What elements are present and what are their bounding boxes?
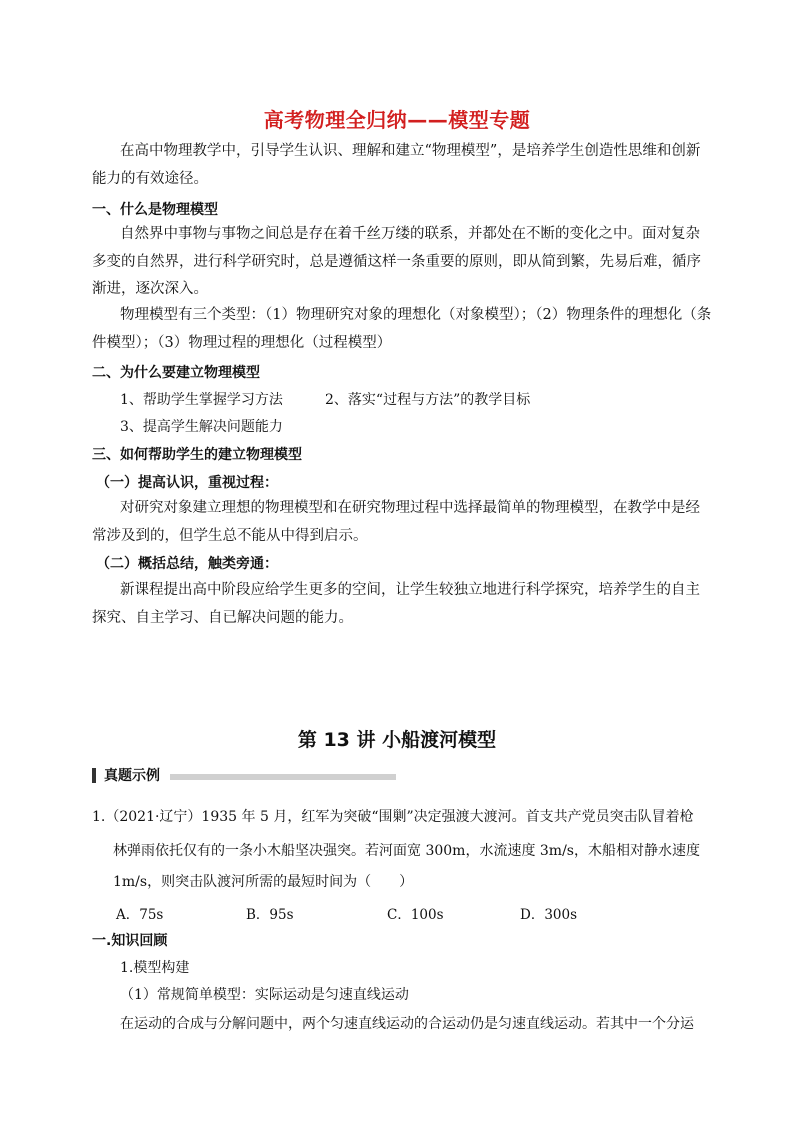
review-heading: 一.知识回顾 [92, 933, 168, 949]
banner-marker [92, 768, 96, 783]
section-1-heading: 一、什么是物理模型 [92, 202, 218, 218]
section-3-sub-heading-2: （二）概括总结，触类旁通： [96, 556, 278, 572]
option-d: D．300s [520, 907, 578, 923]
review-paragraph: 在运动的合成与分解问题中，两个匀速直线运动的合运动仍是匀速直线运动。若其中一个分运 [120, 1016, 694, 1032]
section-1-paragraph-2: 物理模型有三个类型：（1）物理研究对象的理想化（对象模型）；（2）物理条件的理想化（条件模型）；（3）物理过程的理想化（过程模型） [92, 307, 712, 351]
section-3-paragraph-1: 对研究对象建立理想的物理模型和在研究物理过程中选择最简单的物理模型，在教学中是经常涉及到的，但学生总不能从中得到启示。 [92, 500, 700, 544]
banner-rule [170, 774, 396, 780]
option-a: A．75s [116, 907, 164, 923]
section-1-paragraph-1: 自然界中事物与事物之间总是存在着千丝万缕的联系，并都处在不断的变化之中。面对复杂多变的自然界，进行科学研究时，总是遵循这样一条重要的原则，即从简到繁，先易后难，循序渐进，逐次深入。 [92, 226, 701, 297]
section-2-item-3: 3、提高学生解决问题能力 [120, 419, 283, 435]
lesson-title: 第 13 讲 小船渡河模型 [297, 729, 497, 751]
review-item-2: （1）常规简单模型：实际运动是匀速直线运动 [120, 987, 409, 1003]
section-3-sub-heading-1: （一）提高认识，重视过程： [96, 475, 278, 491]
question-line-3: 1m/s，则突击队渡河所需的最短时间为（ ） [113, 874, 414, 890]
document-title: 高考物理全归纳——模型专题 [263, 108, 531, 132]
section-3-heading: 三、如何帮助学生的建立物理模型 [92, 447, 302, 463]
option-c: C．100s [387, 907, 444, 923]
section-2-item-1: 1、帮助学生掌握学习方法 [120, 392, 283, 408]
question-line-2: 林弹雨依托仅有的一条小木船坚决强突。若河面宽 300m，水流速度 3m/s，木船相对静水速度 [113, 843, 700, 859]
question-line-1: 1.（2021·辽宁）1935 年 5 月，红军为突破“围剿”决定强渡大渡河。首支共产党员突击队冒着枪 [92, 809, 694, 825]
section-label: 真题示例 [104, 768, 160, 784]
intro-paragraph: 在高中物理教学中，引导学生认识、理解和建立“物理模型”，是培养学生创造性思维和创新能力的有效途径。 [92, 143, 701, 187]
option-b: B．95s [246, 907, 294, 923]
section-2-item-2: 2、落实“过程与方法”的教学目标 [325, 392, 531, 408]
section-2-heading: 二、为什么要建立物理模型 [92, 365, 260, 381]
section-3-paragraph-2: 新课程提出高中阶段应给学生更多的空间，让学生较独立地进行科学探究，培养学生的自主探究、自主学习、自已解决问题的能力。 [92, 582, 700, 626]
review-item-1: 1.模型构建 [120, 960, 190, 976]
section-banner [92, 765, 396, 785]
